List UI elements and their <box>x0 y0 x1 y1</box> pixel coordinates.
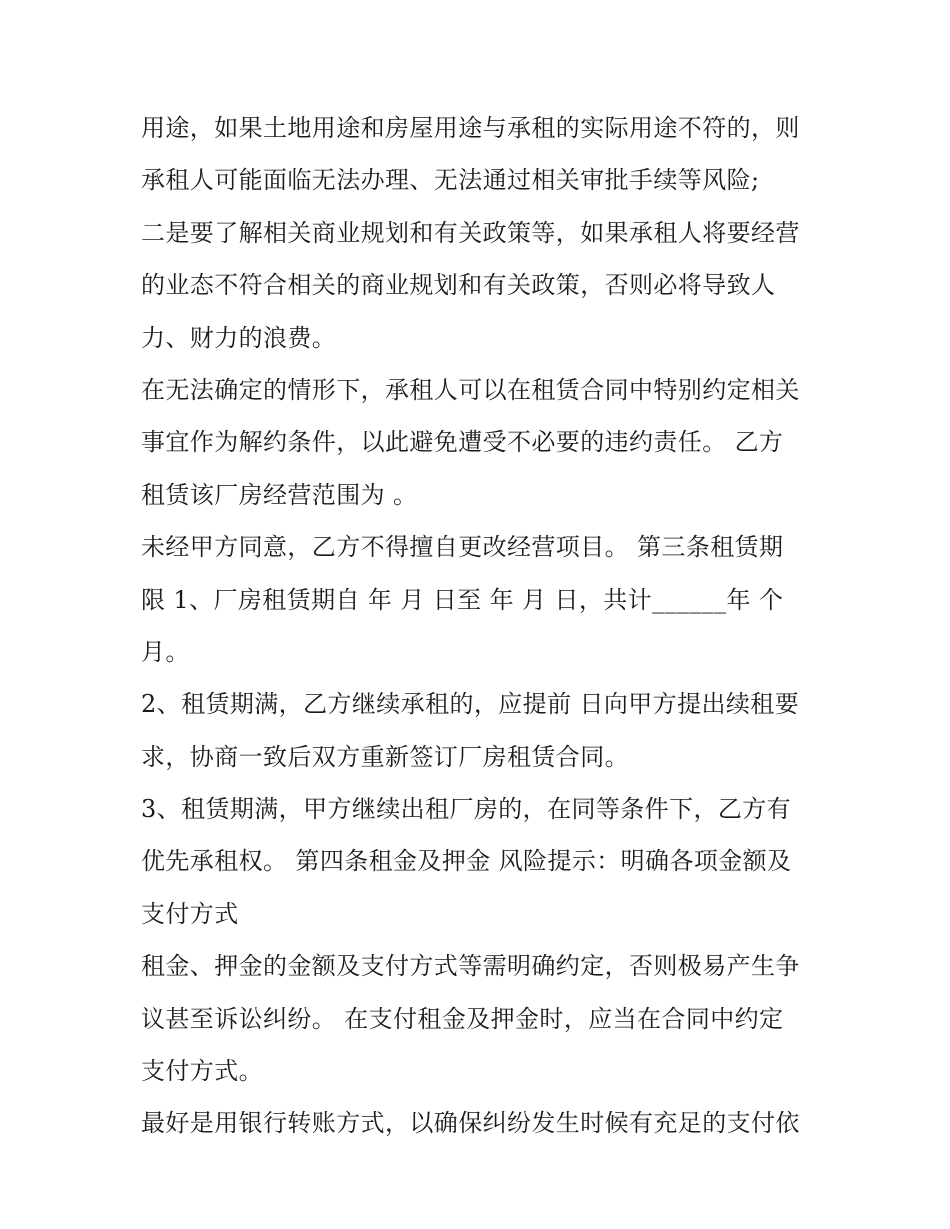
text-line: 3、租赁期满，甲方继续出租厂房的，在同等条件下，乙方有 <box>141 795 792 824</box>
text-line: 用途，如果土地用途和房屋用途与承租的实际用途不符的，则 <box>141 114 800 142</box>
text-line: 租赁该厂房经营范围为 。 <box>141 480 418 509</box>
document-body <box>141 102 821 1150</box>
text-line: 事宜作为解约条件，以此避免遭受不必要的违约责任。 乙方 <box>141 428 784 457</box>
text-line: 支付方式 <box>141 899 239 928</box>
text-line: 租金、押金的金额及支付方式等需明确约定，否则极易产生争 <box>141 952 800 981</box>
text-line: 承租人可能面临无法办理、无法通过相关审批手续等风险; <box>141 166 760 195</box>
text-line: 最好是用银行转账方式，以确保纠纷发生时候有充足的支付依 <box>141 1109 800 1138</box>
text-line: 议甚至诉讼纠纷。 在支付租金及押金时，应当在合同中约定 <box>141 1004 784 1033</box>
text-line: 支付方式。 <box>141 1057 263 1086</box>
text-line: 二是要了解相关商业规划和有关政策等，如果承租人将要经营 <box>141 218 800 247</box>
text-line: 2、租赁期满，乙方继续承租的，应提前 日向甲方提出续租要 <box>141 690 800 719</box>
text-line: 在无法确定的情形下，承租人可以在租赁合同中特别约定相关 <box>141 375 800 404</box>
text-line: 的业态不符合相关的商业规划和有关政策，否则必将导致人 <box>141 271 776 300</box>
text-line: 求，协商一致后双方重新签订厂房租赁合同。 <box>141 742 629 771</box>
text-line: 优先承租权。 第四条租金及押金 风险提示：明确各项金额及 <box>141 847 792 876</box>
text-line: 力、财力的浪费。 <box>141 323 337 352</box>
text-line: 未经甲方同意，乙方不得擅自更改经营项目。 第三条租赁期 <box>141 533 784 562</box>
text-line: 限 1、厂房租赁期自 年 月 日至 年 月 日，共计______年 个 <box>141 585 784 614</box>
text-line: 月。 <box>141 637 190 666</box>
